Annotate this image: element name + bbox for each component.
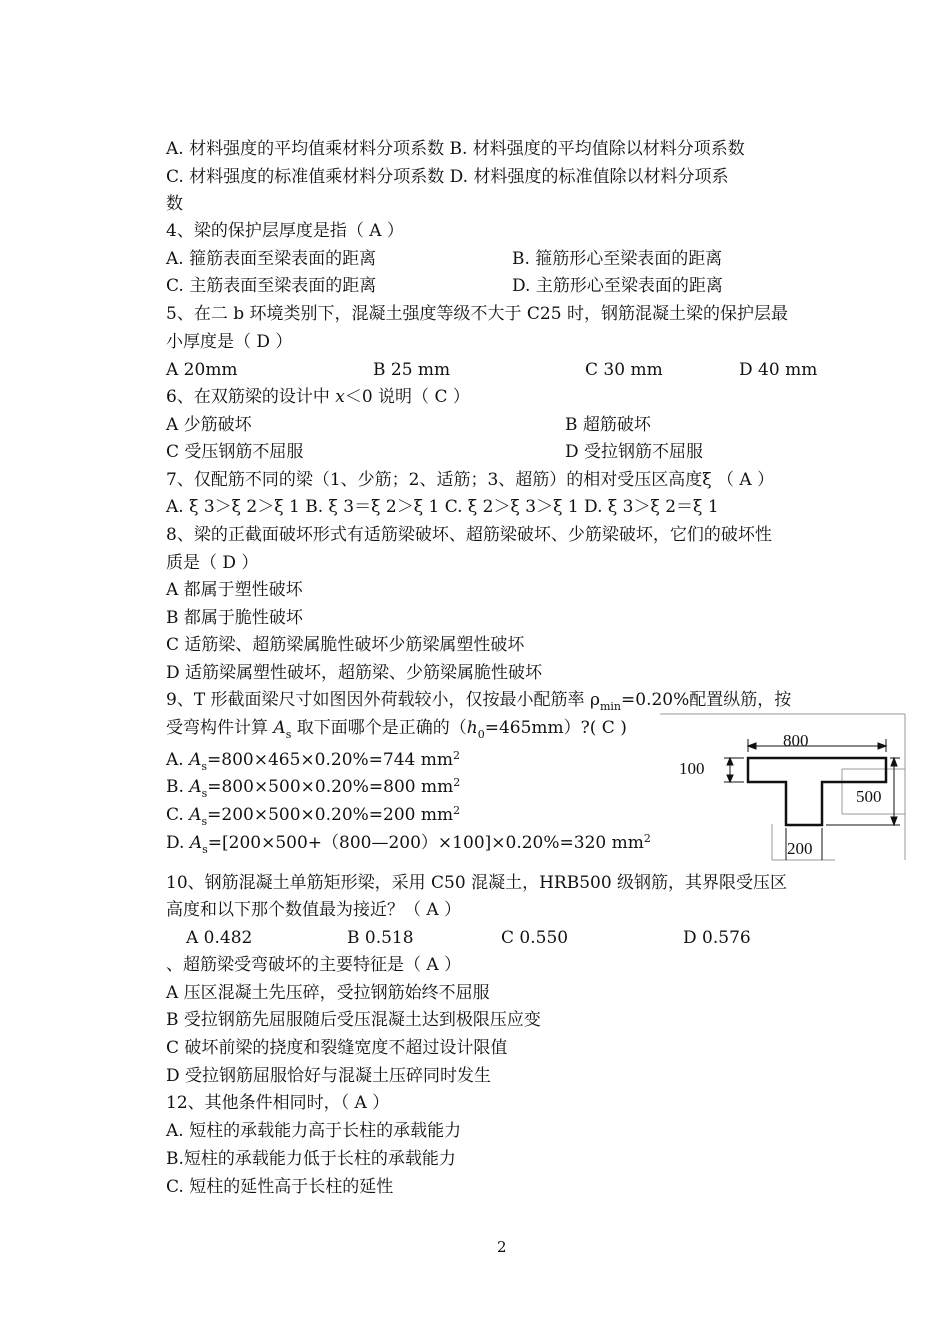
q6-option-d: D 受拉钢筋不屈服: [565, 442, 704, 462]
q3-options-ab: A. 材料强度的平均值乘材料分项系数 B. 材料强度的平均值除以材料分项系数: [166, 139, 745, 159]
q6-option-b: B 超筋破坏: [565, 415, 651, 435]
q6-option-a: A 少筋破坏: [166, 415, 252, 435]
q3-options-cd: C. 材料强度的标准值乘材料分项系数 D. 材料强度的标准值除以材料分项系: [166, 167, 729, 187]
q9-option-b: B. $A_s=800\times 500\times 0.20\%=800$ $mm^2$: [166, 776, 461, 800]
q11-option-c: C 破坏前梁的挠度和裂缝宽度不超过设计限值: [166, 1038, 508, 1058]
q5-option-a: A 20mm: [166, 360, 238, 380]
q5-question: 5、在二 b 环境类别下，混凝土强度等级不大于 C25 时，钢筋混凝土梁的保护层最: [166, 304, 788, 324]
q10-option-b: B 0.518: [347, 928, 414, 948]
q8-option-b: B 都属于脆性破坏: [166, 608, 303, 628]
q10-option-d: D 0.576: [683, 928, 751, 948]
q7-options: A. ξ 3＞ξ 2＞ξ 1 B. ξ 3＝ξ 2＞ξ 1 C. ξ 2＞ξ 3＞ξ 1 D. ξ 3＞ξ 2＝ξ 1: [166, 497, 719, 517]
q4-option-a: A. 箍筋表面至梁表面的距离: [166, 249, 377, 269]
q12-question: 12、其他条件相同时，（ A ）: [166, 1093, 390, 1113]
dim-web-width: 200: [787, 839, 813, 858]
q5-option-b: B 25 mm: [373, 360, 451, 380]
q12-option-c: C. 短柱的延性高于长柱的延性: [166, 1177, 394, 1197]
q8-option-a: A 都属于塑性破坏: [166, 580, 303, 600]
t-beam-section-diagram: [660, 712, 910, 862]
q9-option-c: C. $A_s=200\times 500\times 0.20\%=200$ $mm^2$: [166, 804, 461, 828]
q10-option-c: C 0.550: [501, 928, 569, 948]
q4-option-b: B. 箍筋形心至梁表面的距离: [512, 249, 723, 269]
q11-option-a: A 压区混凝土先压碎，受拉钢筋始终不屈服: [166, 983, 490, 1003]
q8-question-wrap: 质是（ D ）: [166, 553, 259, 573]
q11-option-d: D 受拉钢筋屈服恰好与混凝土压碎同时发生: [166, 1066, 492, 1086]
q4-option-d: D. 主筋形心至梁表面的距离: [512, 276, 723, 296]
q8-option-c: C 适筋梁、超筋梁属脆性破坏少筋梁属塑性破坏: [166, 635, 525, 655]
q10-question: 10、钢筋混凝土单筋矩形梁，采用 C50 混凝土，HRB500 级钢筋，其界限受压区: [166, 873, 788, 893]
dim-flange-width: 800: [783, 731, 809, 750]
q6-question: 6、在双筋梁的设计中 x＜0 说明（ C ）: [166, 387, 470, 407]
q8-question: 8、梁的正截面破坏形式有适筋梁破坏、超筋梁破坏、少筋梁破坏，它们的破坏性: [166, 525, 772, 545]
q10-option-a: A 0.482: [186, 928, 253, 948]
q11-question: 、超筋梁受弯破坏的主要特征是（ A ）: [166, 955, 462, 975]
q4-option-c: C. 主筋表面至梁表面的距离: [166, 276, 377, 296]
q9-option-d: D. $A_s=[200\times 500+(800—200)\times 100]\times 0.20\%=320$ $mm^2$: [166, 832, 651, 856]
q12-option-a: A. 短柱的承载能力高于长柱的承载能力: [166, 1121, 462, 1141]
q10-question-wrap: 高度和以下那个数值最为接近？（ A ）: [166, 900, 462, 920]
dim-flange-height: 100: [679, 759, 705, 778]
q11-option-b: B 受拉钢筋先屈服随后受压混凝土达到极限压应变: [166, 1010, 541, 1030]
q9-question: 9、T 形截面梁尺寸如图因外荷载较小，仅按最小配筋率 $\rho_{min}=0.20\%$配置纵筋，按: [166, 690, 792, 713]
q5-option-d: D 40 mm: [739, 360, 818, 380]
q3-options-cd-wrap: 数: [166, 194, 183, 214]
dim-total-height: 500: [856, 787, 882, 806]
q7-question: 7、仅配筋不同的梁（1、少筋；2、适筋；3、超筋）的相对受压区高度ξ （ A ）: [166, 470, 775, 490]
q9-option-a: A. $A_s=800\times 465\times 0.20\%=744$ $mm^2$: [166, 749, 460, 773]
q6-option-c: C 受压钢筋不屈服: [166, 442, 304, 462]
q12-option-b: B.短柱的承载能力低于长柱的承载能力: [166, 1149, 456, 1169]
page-number: 2: [497, 1238, 507, 1256]
q8-option-d: D 适筋梁属塑性破坏，超筋梁、少筋梁属脆性破坏: [166, 663, 543, 683]
q9-question-wrap: 受弯构件计算 $A_s$ 取下面哪个是正确的$(h_0=465mm)$?( C ): [166, 718, 627, 741]
q4-question: 4、梁的保护层厚度是指（ A ）: [166, 221, 404, 241]
q5-option-c: C 30 mm: [585, 360, 663, 380]
q5-question-wrap: 小厚度是（ D ）: [166, 332, 293, 352]
